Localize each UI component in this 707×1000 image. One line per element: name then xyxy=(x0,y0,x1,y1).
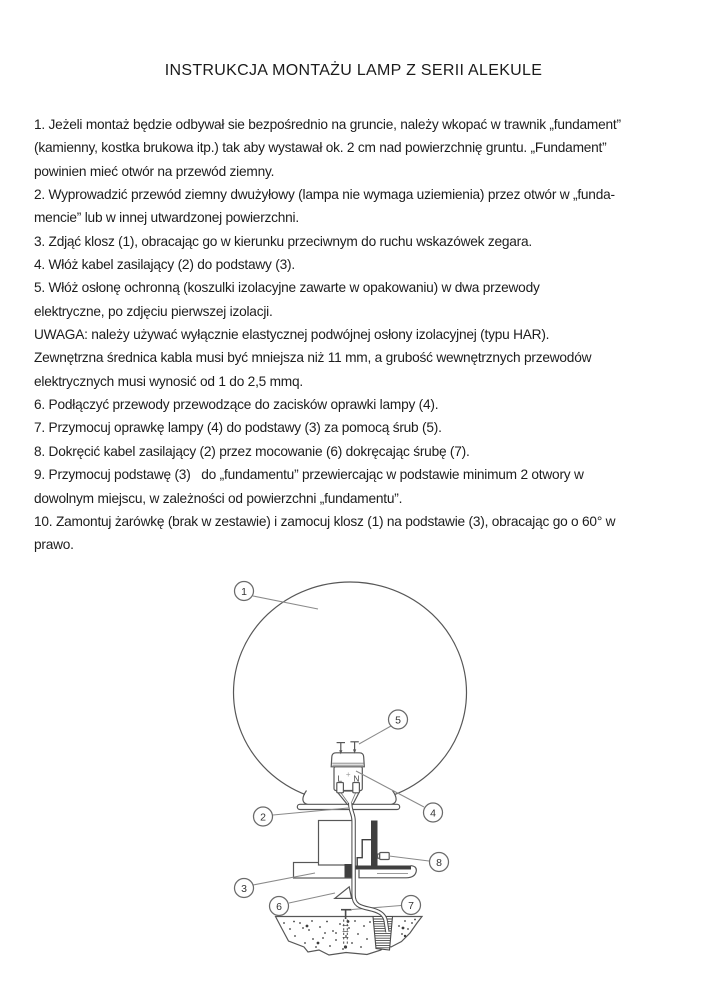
instruction-line: 10. Zamontuj żarówkę (brak w zestawie) i zamocuj klosz (1) na podstawie (3), obracając go o 60° w xyxy=(34,513,616,529)
instruction-line: elektryczne, po zdjęciu pierwszej izolacji. xyxy=(34,303,273,319)
instruction-line: mencie” lub w innej utwardzonej powierzchni. xyxy=(34,210,299,226)
instruction-line: prawo. xyxy=(34,537,74,553)
callout-1 xyxy=(235,582,254,601)
leader-line-3 xyxy=(253,873,315,885)
callout-number: 7 xyxy=(408,899,414,912)
callout-number: 1 xyxy=(241,585,247,598)
base-step-profile xyxy=(357,840,371,866)
callout-number: 4 xyxy=(430,807,436,820)
base-arm xyxy=(355,866,411,870)
leader-line-1 xyxy=(253,596,318,609)
callout-8 xyxy=(430,853,449,872)
terminal-label-N: N xyxy=(353,773,360,784)
callout-number: 2 xyxy=(260,811,266,824)
callout-2 xyxy=(254,807,273,826)
instruction-line: 4. Włóż kabel zasilający (2) do podstawy (3). xyxy=(34,257,295,273)
instruction-line: 5. Włóż osłonę ochronną (koszulki izolacyjne zawarte w opakowaniu) w dwa przewody xyxy=(34,280,540,296)
screw-icon xyxy=(350,742,358,754)
callout-6 xyxy=(270,897,289,916)
terminal-plus-mark: + xyxy=(345,770,351,779)
instruction-line: Zewnętrzna średnica kabla musi być mniejsza niż 11 mm, a grubość wewnętrznych przewodów xyxy=(34,350,592,366)
cable-gland xyxy=(378,853,390,860)
instruction-line: 7. Przymocuj oprawkę lampy (4) do podstawy (3) za pomocą śrub (5). xyxy=(34,420,442,436)
callout-7 xyxy=(402,896,421,915)
cable-clamp xyxy=(335,887,352,899)
base-dark-insert xyxy=(345,864,353,878)
callout-number: 3 xyxy=(241,882,247,895)
base-wall xyxy=(371,821,378,867)
terminal-right xyxy=(353,783,360,793)
instruction-line: (kamienny, kostka brukowa itp.) tak aby wystawał ok. 2 cm nad powierzchnię gruntu. „Fundament” xyxy=(34,140,607,156)
callout-4 xyxy=(424,803,443,822)
leader-line-8 xyxy=(389,856,429,861)
instruction-line: 1. Jeżeli montaż będzie odbywał sie bezpośrednio na gruncie, należy wkopać w trawnik „fundament” xyxy=(34,117,621,132)
instruction-line: 3. Zdjąć klosz (1), obracając go w kierunku przeciwnym do ruchu wskazówek zegara. xyxy=(34,233,532,249)
terminal-left xyxy=(337,783,344,793)
leader-line-6 xyxy=(289,893,335,903)
instruction-line: 2. Wyprowadzić przewód ziemny dwużyłowy (lampa nie wymaga uziemienia) przez otwór w „funda- xyxy=(34,187,615,203)
instruction-line: powinien mieć otwór na przewód ziemny. xyxy=(34,163,275,179)
ground-cross-section xyxy=(276,917,423,956)
instruction-line: 6. Podłączyć przewody przewodzące do zacisków oprawki lampy (4). xyxy=(34,397,439,413)
callout-number: 8 xyxy=(436,856,442,869)
instruction-line: 8. Dokręcić kabel zasilający (2) przez mocowanie (6) dokręcając śrubę (7). xyxy=(34,443,470,459)
callout-3 xyxy=(235,879,254,898)
base-upper-block xyxy=(319,821,353,866)
page-title: INSTRUKCJA MONTAŻU LAMP Z SERII ALEKULE xyxy=(164,62,543,79)
instruction-line: UWAGA: należy używać wyłącznie elastycznej podwójnej osłony izolacyjnej (typu HAR). xyxy=(34,327,550,343)
callout-5 xyxy=(389,710,408,729)
instruction-line: elektrycznych musi wynosić od 1 do 2,5 mmq. xyxy=(34,373,303,389)
socket-cap xyxy=(331,753,364,767)
instruction-line: 9. Przymocuj podstawę (3) do „fundamentu” przewiercając w podstawie minimum 2 otwory w xyxy=(34,467,584,483)
callout-number: 5 xyxy=(395,714,401,727)
callout-number: 6 xyxy=(276,900,282,913)
terminal-label-L: L xyxy=(337,773,343,784)
leader-line-5 xyxy=(359,726,391,744)
instruction-line: dowolnym miejscu, w zależności od powierzchni „fundamentu”. xyxy=(34,490,403,506)
